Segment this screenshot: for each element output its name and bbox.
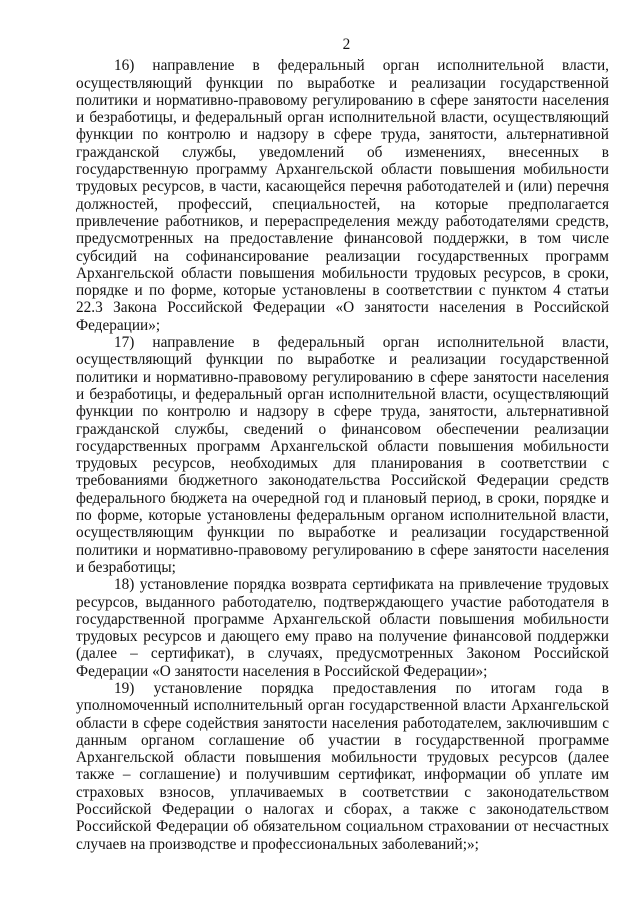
paragraph-item-16: 16) направление в федеральный орган исполнительной власти, осуществляющий функции по выработке и реализации государственной политики и нормативно-правовому регулированию в сфере занятости населения и безработицы, и федеральный орган исполнительной власти, осуществляющий функции по контролю и надзору в сфере труда, занятости, альтернативной гражданской службы, уведомлений об изменениях, внесенных в государственную программу Архангельской области повышения мобильности трудовых ресурсов, в части, касающейся перечня работодателей и (или) перечня должностей, профессий, специальностей, на которые предполагается привлечение работников, и перераспределения между работодателями средств, предусмотренных на предоставление финансовой поддержки, в том числе субсидий на софинансирование реализации государственных программ Архангельской области повышения мобильности трудовых ресурсов, в сроки, порядке и по форме, которые установлены в соответствии с пунктом 4 статьи 22.3 Закона Российской Федерации «О занятости населения в Российской Федерации»; (76, 57, 609, 334)
paragraph-item-17: 17) направление в федеральный орган исполнительной власти, осуществляющий функции по выработке и реализации государственной политики и нормативно-правовому регулированию в сфере занятости населения и безработицы, и федеральный орган исполнительной власти, осуществляющий функции по контролю и надзору в сфере труда, занятости, альтернативной гражданской службы, сведений о финансовом обеспечении реализации государственных программ Архангельской области повышения мобильности трудовых ресурсов, необходимых для планирования в соответствии с требованиями бюджетного законодательства Российской Федерации средств федерального бюджета на очередной год и плановый период, в сроки, порядке и по форме, которые установлены федеральным органом исполнительной власти, осуществляющим функции по выработке и реализации государственной политики и нормативно-правовому регулированию в сфере занятости населения и безработицы; (76, 334, 609, 576)
document-page (76, 36, 609, 853)
paragraph-item-18: 18) установление порядка возврата сертификата на привлечение трудовых ресурсов, выданного работодателю, подтверждающего участие работодателя в государственной программе Архангельской области повышения мобильности трудовых ресурсов и дающего ему право на получение финансовой поддержки (далее – сертификат), в случаях, предусмотренных Законом Российской Федерации «О занятости населения в Российской Федерации»; (76, 576, 609, 680)
paragraph-item-19: 19) установление порядка предоставления по итогам года в уполномоченный исполнительный орган государственной власти Архангельской области в сфере содействия занятости населения работодателем, заключившим с данным органом соглашение об участии в государственной программе Архангельской области повышения мобильности трудовых ресурсов (далее также – соглашение) и получившим сертификат, информации об уплате им страховых взносов, уплачиваемых в соответствии с законодательством Российской Федерации о налогах и сборах, а также с законодательством Российской Федерации об обязательном социальном страховании от несчастных случаев на производстве и профессиональных заболеваний;»; (76, 679, 609, 853)
page-number: 2 (342, 36, 351, 53)
